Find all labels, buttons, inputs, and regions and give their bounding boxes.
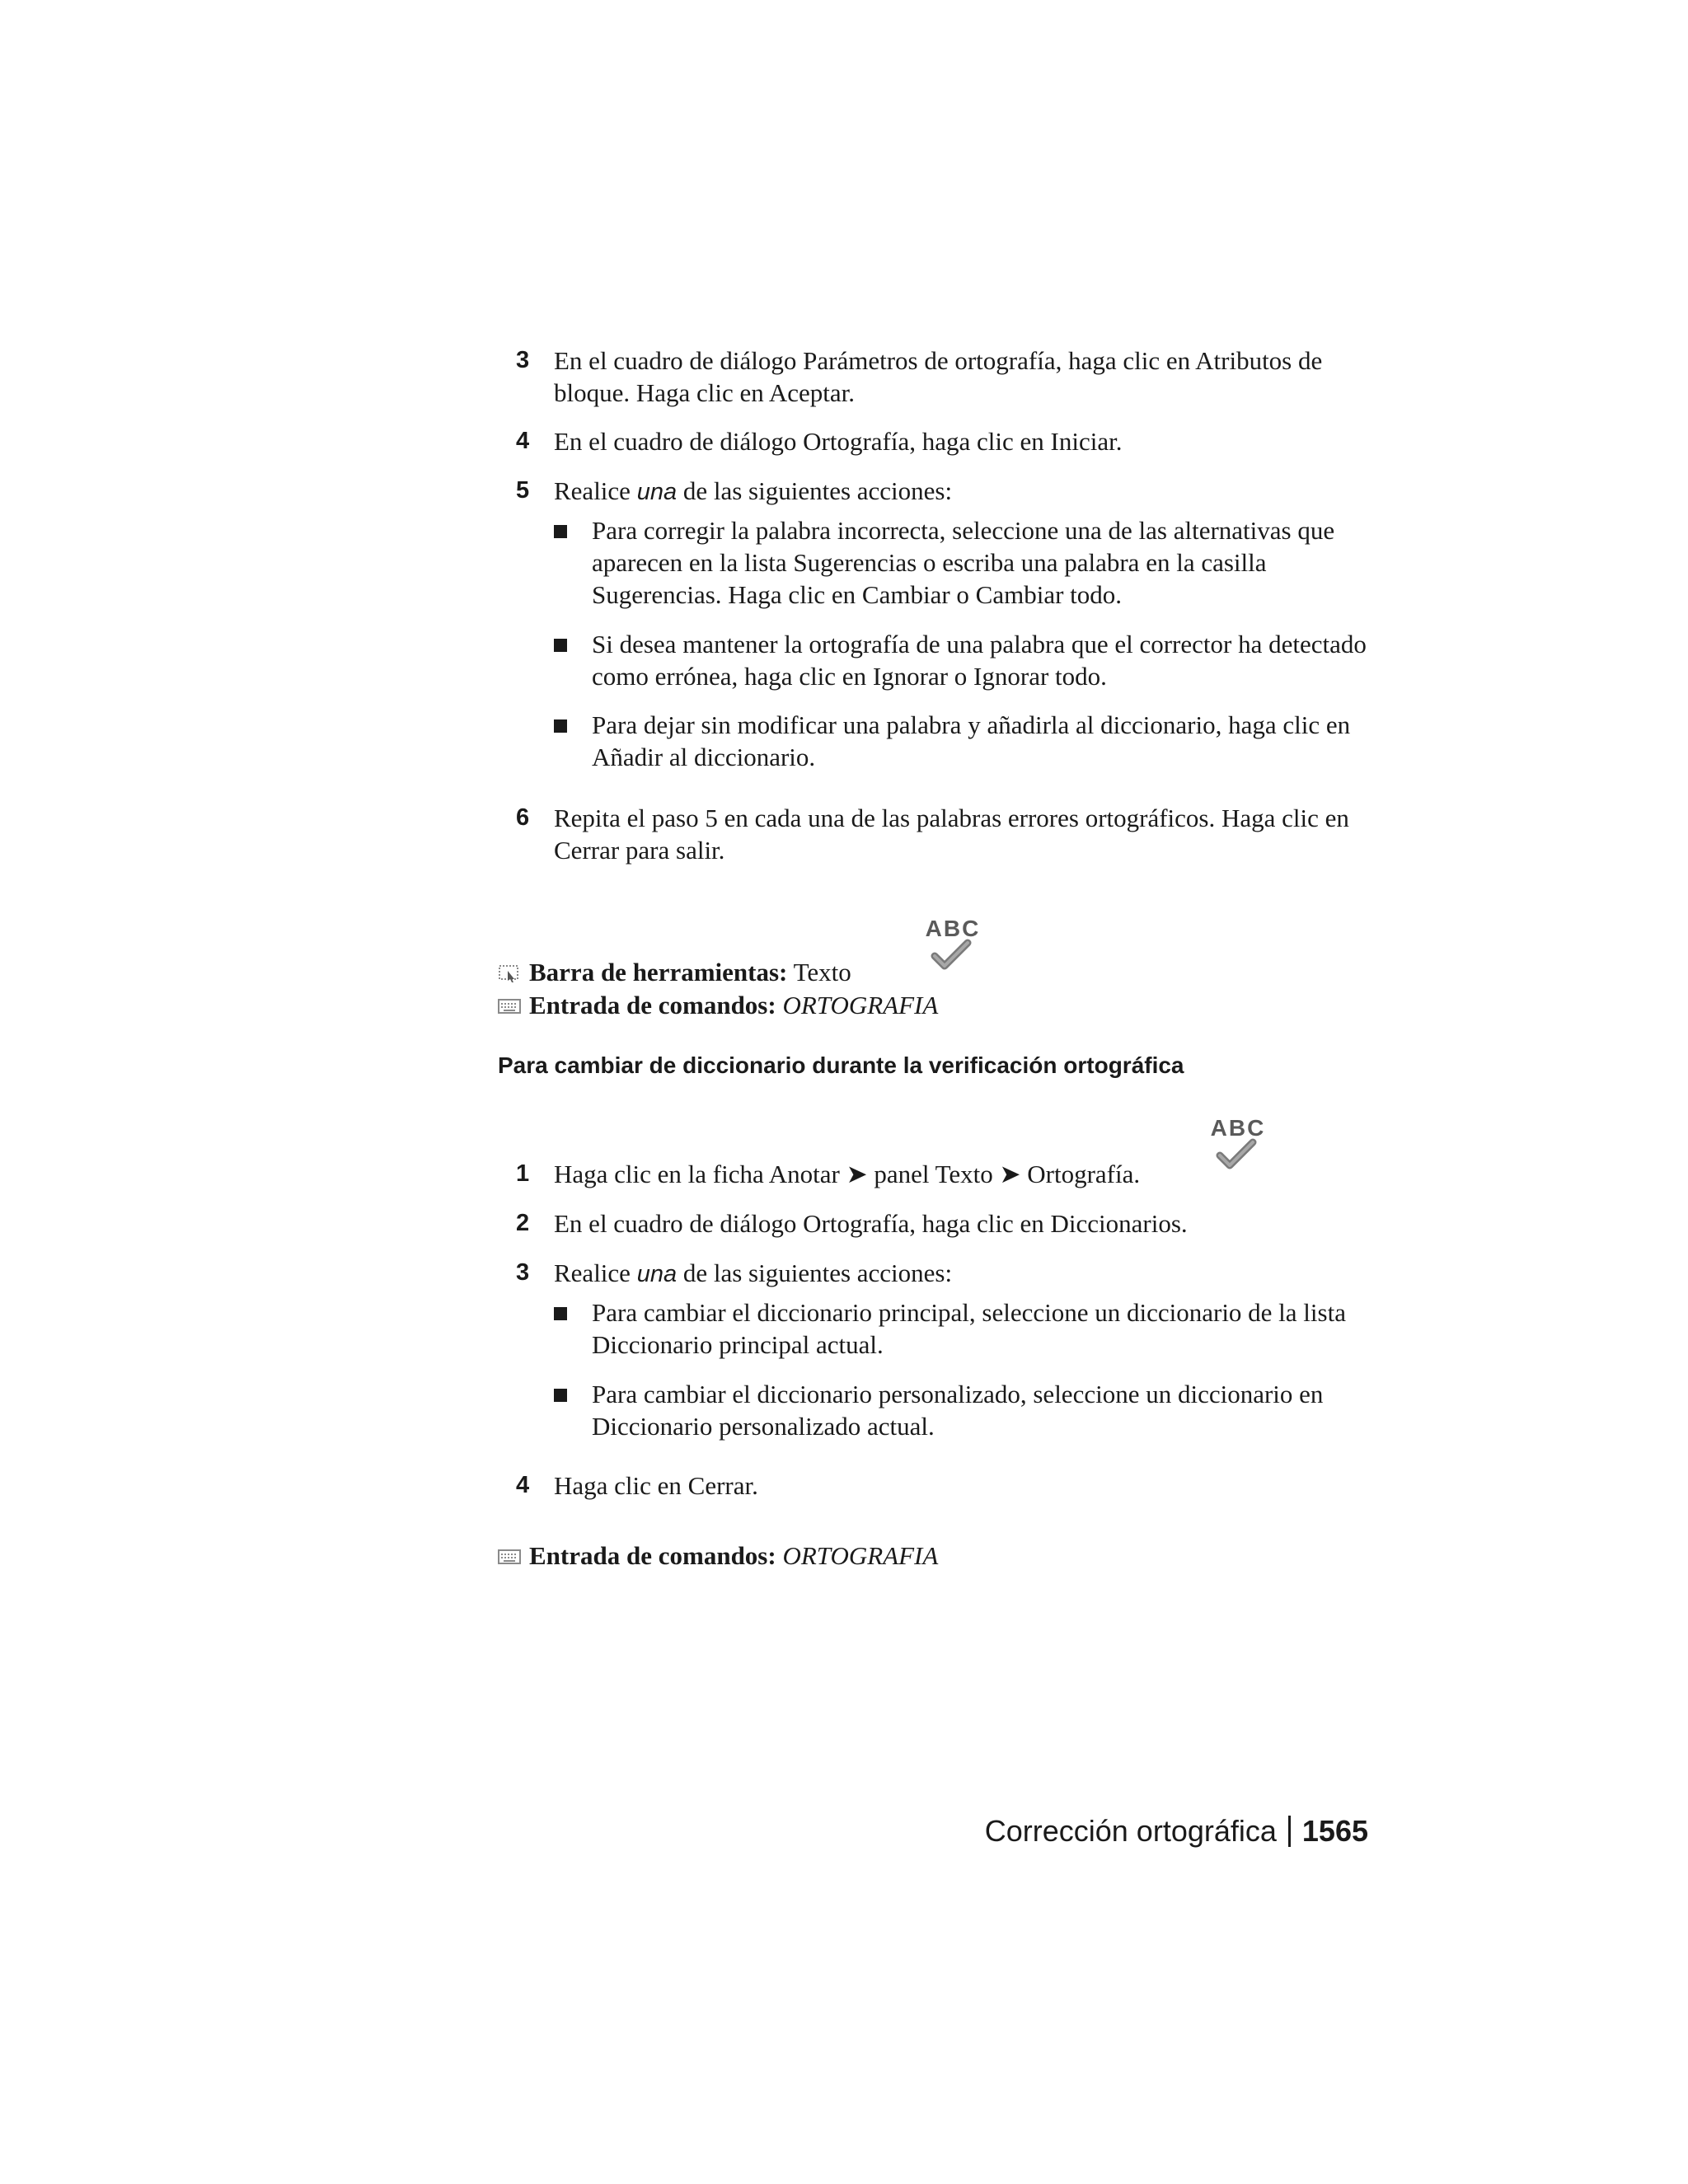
page-footer xyxy=(985,1813,1368,1849)
square-bullet-icon xyxy=(554,1389,567,1402)
abc-icon-label: ABC xyxy=(925,916,981,941)
step-number: 6 xyxy=(516,804,530,831)
step-text: En el cuadro de diálogo Ortografía, haga clic en Diccionarios. xyxy=(554,1209,1188,1238)
step-number: 4 xyxy=(516,428,530,454)
bullet-text: Para dejar sin modificar una palabra y añadirla al diccionario, haga clic en Añadir al diccionario. xyxy=(592,710,1351,771)
step-text-after: de las siguientes acciones: xyxy=(677,1258,953,1287)
step-text xyxy=(554,475,1386,509)
square-bullet-icon xyxy=(554,639,567,652)
square-bullet-icon xyxy=(554,719,567,733)
keyboard-icon xyxy=(498,997,523,1015)
command-reference-label: Entrada de comandos: xyxy=(529,1541,776,1570)
square-bullet-icon xyxy=(554,1307,567,1320)
command-reference xyxy=(498,989,938,1021)
bullet-text: Para cambiar el diccionario personalizado, seleccione un diccionario en Diccionario personalizado actual. xyxy=(592,1380,1324,1441)
command-reference-label: Entrada de comandos: xyxy=(529,991,776,1019)
step-number: 5 xyxy=(516,477,530,504)
step-text-before: Realice xyxy=(554,1258,637,1287)
footer-separator xyxy=(1288,1816,1291,1847)
step-number: 1 xyxy=(516,1160,530,1187)
command-reference-value: ORTOGRAFIA xyxy=(776,991,939,1019)
bullet-text: Si desea mantener la ortografía de una palabra que el corrector ha detectado como errónea, haga clic en Ignorar o Ignorar todo. xyxy=(592,630,1367,691)
step-text: En el cuadro de diálogo Ortografía, haga clic en Iniciar. xyxy=(554,427,1123,456)
step-number: 2 xyxy=(516,1210,530,1236)
step-text: En el cuadro de diálogo Parámetros de ortografía, haga clic en Atributos de bloque. Haga clic en Aceptar. xyxy=(554,346,1323,407)
step-number: 3 xyxy=(516,347,530,373)
toolbar-reference-label: Barra de herramientas: xyxy=(529,958,788,987)
step-number: 4 xyxy=(516,1472,530,1498)
command-reference xyxy=(498,1540,938,1572)
step-text-emphasis: una xyxy=(636,1261,678,1287)
abc-icon-label: ABC xyxy=(1210,1115,1266,1141)
bullet-text: Para corregir la palabra incorrecta, seleccione una de las alternativas que aparecen en la lista Sugerencias o escriba una palabra en la casilla Sugerencias. Haga clic en Cambiar o Cambiar todo. xyxy=(592,516,1335,609)
step-text-emphasis: una xyxy=(636,479,678,505)
abc-check-icon xyxy=(920,915,986,979)
square-bullet-icon xyxy=(554,525,567,538)
keyboard-icon xyxy=(498,1548,523,1566)
step-text xyxy=(554,1257,1386,1291)
footer-section-title: Corrección ortográfica xyxy=(984,1814,1277,1848)
toolbar-reference-value: Texto xyxy=(787,958,851,987)
step-text-after: de las siguientes acciones: xyxy=(677,476,953,505)
section-heading: Para cambiar de diccionario durante la verificación ortográfica xyxy=(498,1052,1184,1078)
page-number: 1565 xyxy=(1301,1814,1368,1848)
toolbar-icon xyxy=(498,964,523,982)
step-text: Haga clic en la ficha Anotar ➤ panel Texto ➤ Ortografía. xyxy=(554,1160,1141,1188)
step-text: Haga clic en Cerrar. xyxy=(554,1471,758,1500)
step-number: 3 xyxy=(516,1259,530,1286)
toolbar-reference xyxy=(498,956,851,988)
step-text: Repita el paso 5 en cada una de las palabras errores ortográficos. Haga clic en Cerrar para salir. xyxy=(554,804,1349,865)
step-text-before: Realice xyxy=(554,476,637,505)
bullet-text: Para cambiar el diccionario principal, seleccione un diccionario de la lista Diccionario principal actual. xyxy=(592,1298,1346,1359)
command-reference-value: ORTOGRAFIA xyxy=(776,1541,939,1570)
